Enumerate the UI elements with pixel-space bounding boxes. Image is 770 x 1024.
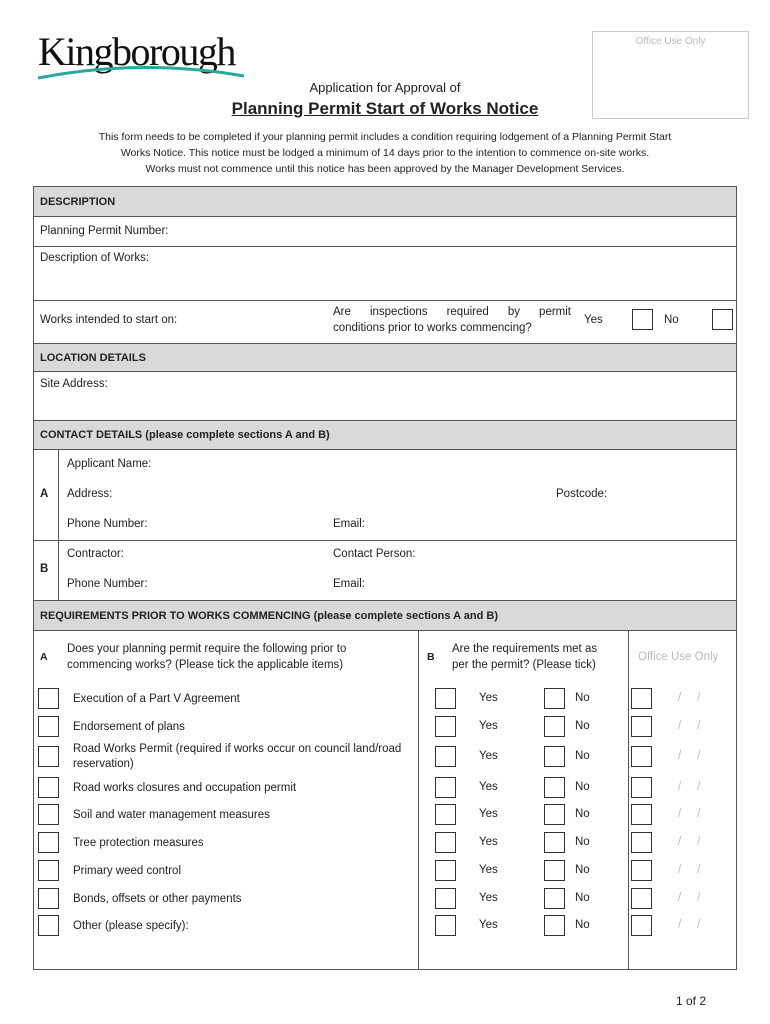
office-checkbox	[631, 832, 652, 853]
requirement-label: Execution of a Part V Agreement	[73, 693, 240, 705]
address-field[interactable]: Address:	[67, 488, 113, 500]
met-no-checkbox[interactable]	[544, 860, 565, 881]
intro-line: Works must not commence until this notice has been approved by the Manager Development Services.	[145, 163, 625, 175]
permit-number-field[interactable]: Planning Permit Number:	[40, 225, 169, 237]
office-checkbox	[631, 915, 652, 936]
requirement-checkbox[interactable]	[38, 777, 59, 798]
inspections-no-checkbox[interactable]	[712, 309, 733, 330]
divider	[33, 300, 737, 301]
met-yes-checkbox[interactable]	[435, 777, 456, 798]
intro-line: Works Notice. This notice must be lodged a minimum of 14 days prior to the intention to commence on-site works.	[120, 147, 650, 159]
divider	[418, 630, 419, 970]
contact-heading: CONTACT DETAILS (please complete sections A and B)	[34, 420, 736, 449]
met-no-checkbox[interactable]	[544, 832, 565, 853]
met-no-checkbox[interactable]	[544, 804, 565, 825]
met-no-checkbox[interactable]	[544, 888, 565, 909]
met-no-checkbox[interactable]	[544, 716, 565, 737]
divider	[33, 216, 737, 217]
met-yes-checkbox[interactable]	[435, 860, 456, 881]
office-checkbox	[631, 860, 652, 881]
site-address-field[interactable]: Site Address:	[40, 378, 108, 390]
description-of-works-field[interactable]: Description of Works:	[40, 252, 150, 264]
requirement-label: Primary weed control	[73, 865, 182, 877]
met-yes-checkbox[interactable]	[435, 804, 456, 825]
met-no-checkbox[interactable]	[544, 777, 565, 798]
requirement-checkbox[interactable]	[38, 804, 59, 825]
inspections-question: Are inspections required by permit	[333, 306, 571, 318]
req-a-question: Does your planning permit require the following prior to	[67, 643, 347, 655]
met-no-label: No	[575, 750, 590, 762]
requirement-label: Road works closures and occupation permit	[73, 782, 297, 794]
met-no-checkbox[interactable]	[544, 915, 565, 936]
req-a-question: commencing works? (Please tick the applicable items)	[67, 659, 344, 671]
met-yes-label: Yes	[479, 720, 498, 732]
met-yes-checkbox[interactable]	[435, 888, 456, 909]
office-checkbox	[631, 688, 652, 709]
met-yes-label: Yes	[479, 864, 498, 876]
met-no-label: No	[575, 781, 590, 793]
met-yes-checkbox[interactable]	[435, 915, 456, 936]
requirement-label: Bonds, offsets or other payments	[73, 893, 242, 905]
requirement-checkbox[interactable]	[38, 716, 59, 737]
requirement-checkbox[interactable]	[38, 860, 59, 881]
met-no-label: No	[575, 720, 590, 732]
req-section-a-label: A	[40, 651, 48, 663]
office-date-field: / /	[678, 781, 701, 793]
met-no-label: No	[575, 919, 590, 931]
phone-field[interactable]: Phone Number:	[67, 518, 148, 530]
divider	[33, 371, 737, 372]
kingborough-logo: Kingborough	[38, 29, 235, 74]
met-no-label: No	[575, 808, 590, 820]
office-date-field: / /	[678, 692, 701, 704]
met-no-label: No	[575, 692, 590, 704]
office-checkbox	[631, 746, 652, 767]
met-no-checkbox[interactable]	[544, 688, 565, 709]
office-checkbox	[631, 777, 652, 798]
met-yes-label: Yes	[479, 781, 498, 793]
req-section-b-label: B	[427, 651, 435, 663]
office-date-field: / /	[678, 750, 701, 762]
office-date-field: / /	[678, 720, 701, 732]
met-no-checkbox[interactable]	[544, 746, 565, 767]
requirement-checkbox[interactable]	[38, 688, 59, 709]
divider	[33, 246, 737, 247]
intro-line: This form needs to be completed if your planning permit includes a condition requiring lodgement of a Planning Permit Start	[98, 131, 672, 143]
met-yes-checkbox[interactable]	[435, 688, 456, 709]
inspections-no-label: No	[664, 314, 679, 326]
location-heading: LOCATION DETAILS	[34, 343, 736, 371]
requirement-label: Road Works Permit (required if works occur on council land/road reservation)	[73, 743, 402, 770]
met-yes-label: Yes	[479, 836, 498, 848]
requirement-checkbox[interactable]	[38, 915, 59, 936]
inspections-yes-label: Yes	[584, 314, 603, 326]
met-no-label: No	[575, 836, 590, 848]
office-date-field: / /	[678, 864, 701, 876]
email-field[interactable]: Email:	[333, 518, 365, 530]
office-date-field: / /	[678, 919, 701, 931]
office-checkbox	[631, 716, 652, 737]
met-yes-label: Yes	[479, 692, 498, 704]
met-yes-checkbox[interactable]	[435, 716, 456, 737]
office-date-field: / /	[678, 836, 701, 848]
met-yes-checkbox[interactable]	[435, 832, 456, 853]
form-subtitle: Application for Approval of	[309, 80, 461, 95]
requirements-heading: REQUIREMENTS PRIOR TO WORKS COMMENCING (please complete sections A and B)	[34, 600, 736, 630]
divider	[33, 540, 737, 541]
met-yes-label: Yes	[479, 808, 498, 820]
contractor-phone-field[interactable]: Phone Number:	[67, 578, 148, 590]
section-a-label: A	[40, 488, 49, 500]
contractor-field[interactable]: Contractor:	[67, 548, 124, 560]
requirement-label: Other (please specify):	[73, 920, 189, 932]
req-b-question: per the permit? (Please tick)	[452, 659, 596, 671]
intro-text	[40, 129, 730, 177]
page-number: 1 of 2	[676, 994, 707, 1008]
inspections-yes-checkbox[interactable]	[632, 309, 653, 330]
logo-swoosh-icon	[36, 62, 248, 82]
requirement-checkbox[interactable]	[38, 832, 59, 853]
req-office-use-label: Office Use Only	[638, 651, 719, 663]
requirement-label: Soil and water management measures	[73, 809, 270, 821]
requirement-label: Tree protection measures	[73, 837, 204, 849]
met-yes-label: Yes	[479, 892, 498, 904]
office-checkbox	[631, 888, 652, 909]
section-b-label: B	[40, 563, 49, 575]
postcode-field[interactable]: Postcode:	[556, 488, 608, 500]
start-date-field[interactable]: Works intended to start on:	[40, 314, 178, 326]
divider	[33, 630, 737, 631]
office-date-field: / /	[678, 892, 701, 904]
contractor-email-field[interactable]: Email:	[333, 578, 365, 590]
requirement-label: Endorsement of plans	[73, 721, 185, 733]
inspections-question: conditions prior to works commencing?	[333, 322, 532, 334]
applicant-name-field[interactable]: Applicant Name:	[67, 458, 152, 470]
met-yes-label: Yes	[479, 750, 498, 762]
met-no-label: No	[575, 864, 590, 876]
requirement-checkbox[interactable]	[38, 746, 59, 767]
divider	[33, 449, 737, 450]
met-no-label: No	[575, 892, 590, 904]
met-yes-checkbox[interactable]	[435, 746, 456, 767]
req-b-question: Are the requirements met as	[452, 643, 598, 655]
contact-person-field[interactable]: Contact Person:	[333, 548, 416, 560]
office-use-label: Office Use Only	[635, 36, 706, 47]
met-yes-label: Yes	[479, 919, 498, 931]
description-heading: DESCRIPTION	[34, 187, 736, 216]
form-title: Planning Permit Start of Works Notice	[231, 99, 539, 118]
divider	[628, 630, 629, 970]
office-date-field: / /	[678, 808, 701, 820]
requirement-checkbox[interactable]	[38, 888, 59, 909]
divider	[58, 449, 59, 600]
office-checkbox	[631, 804, 652, 825]
